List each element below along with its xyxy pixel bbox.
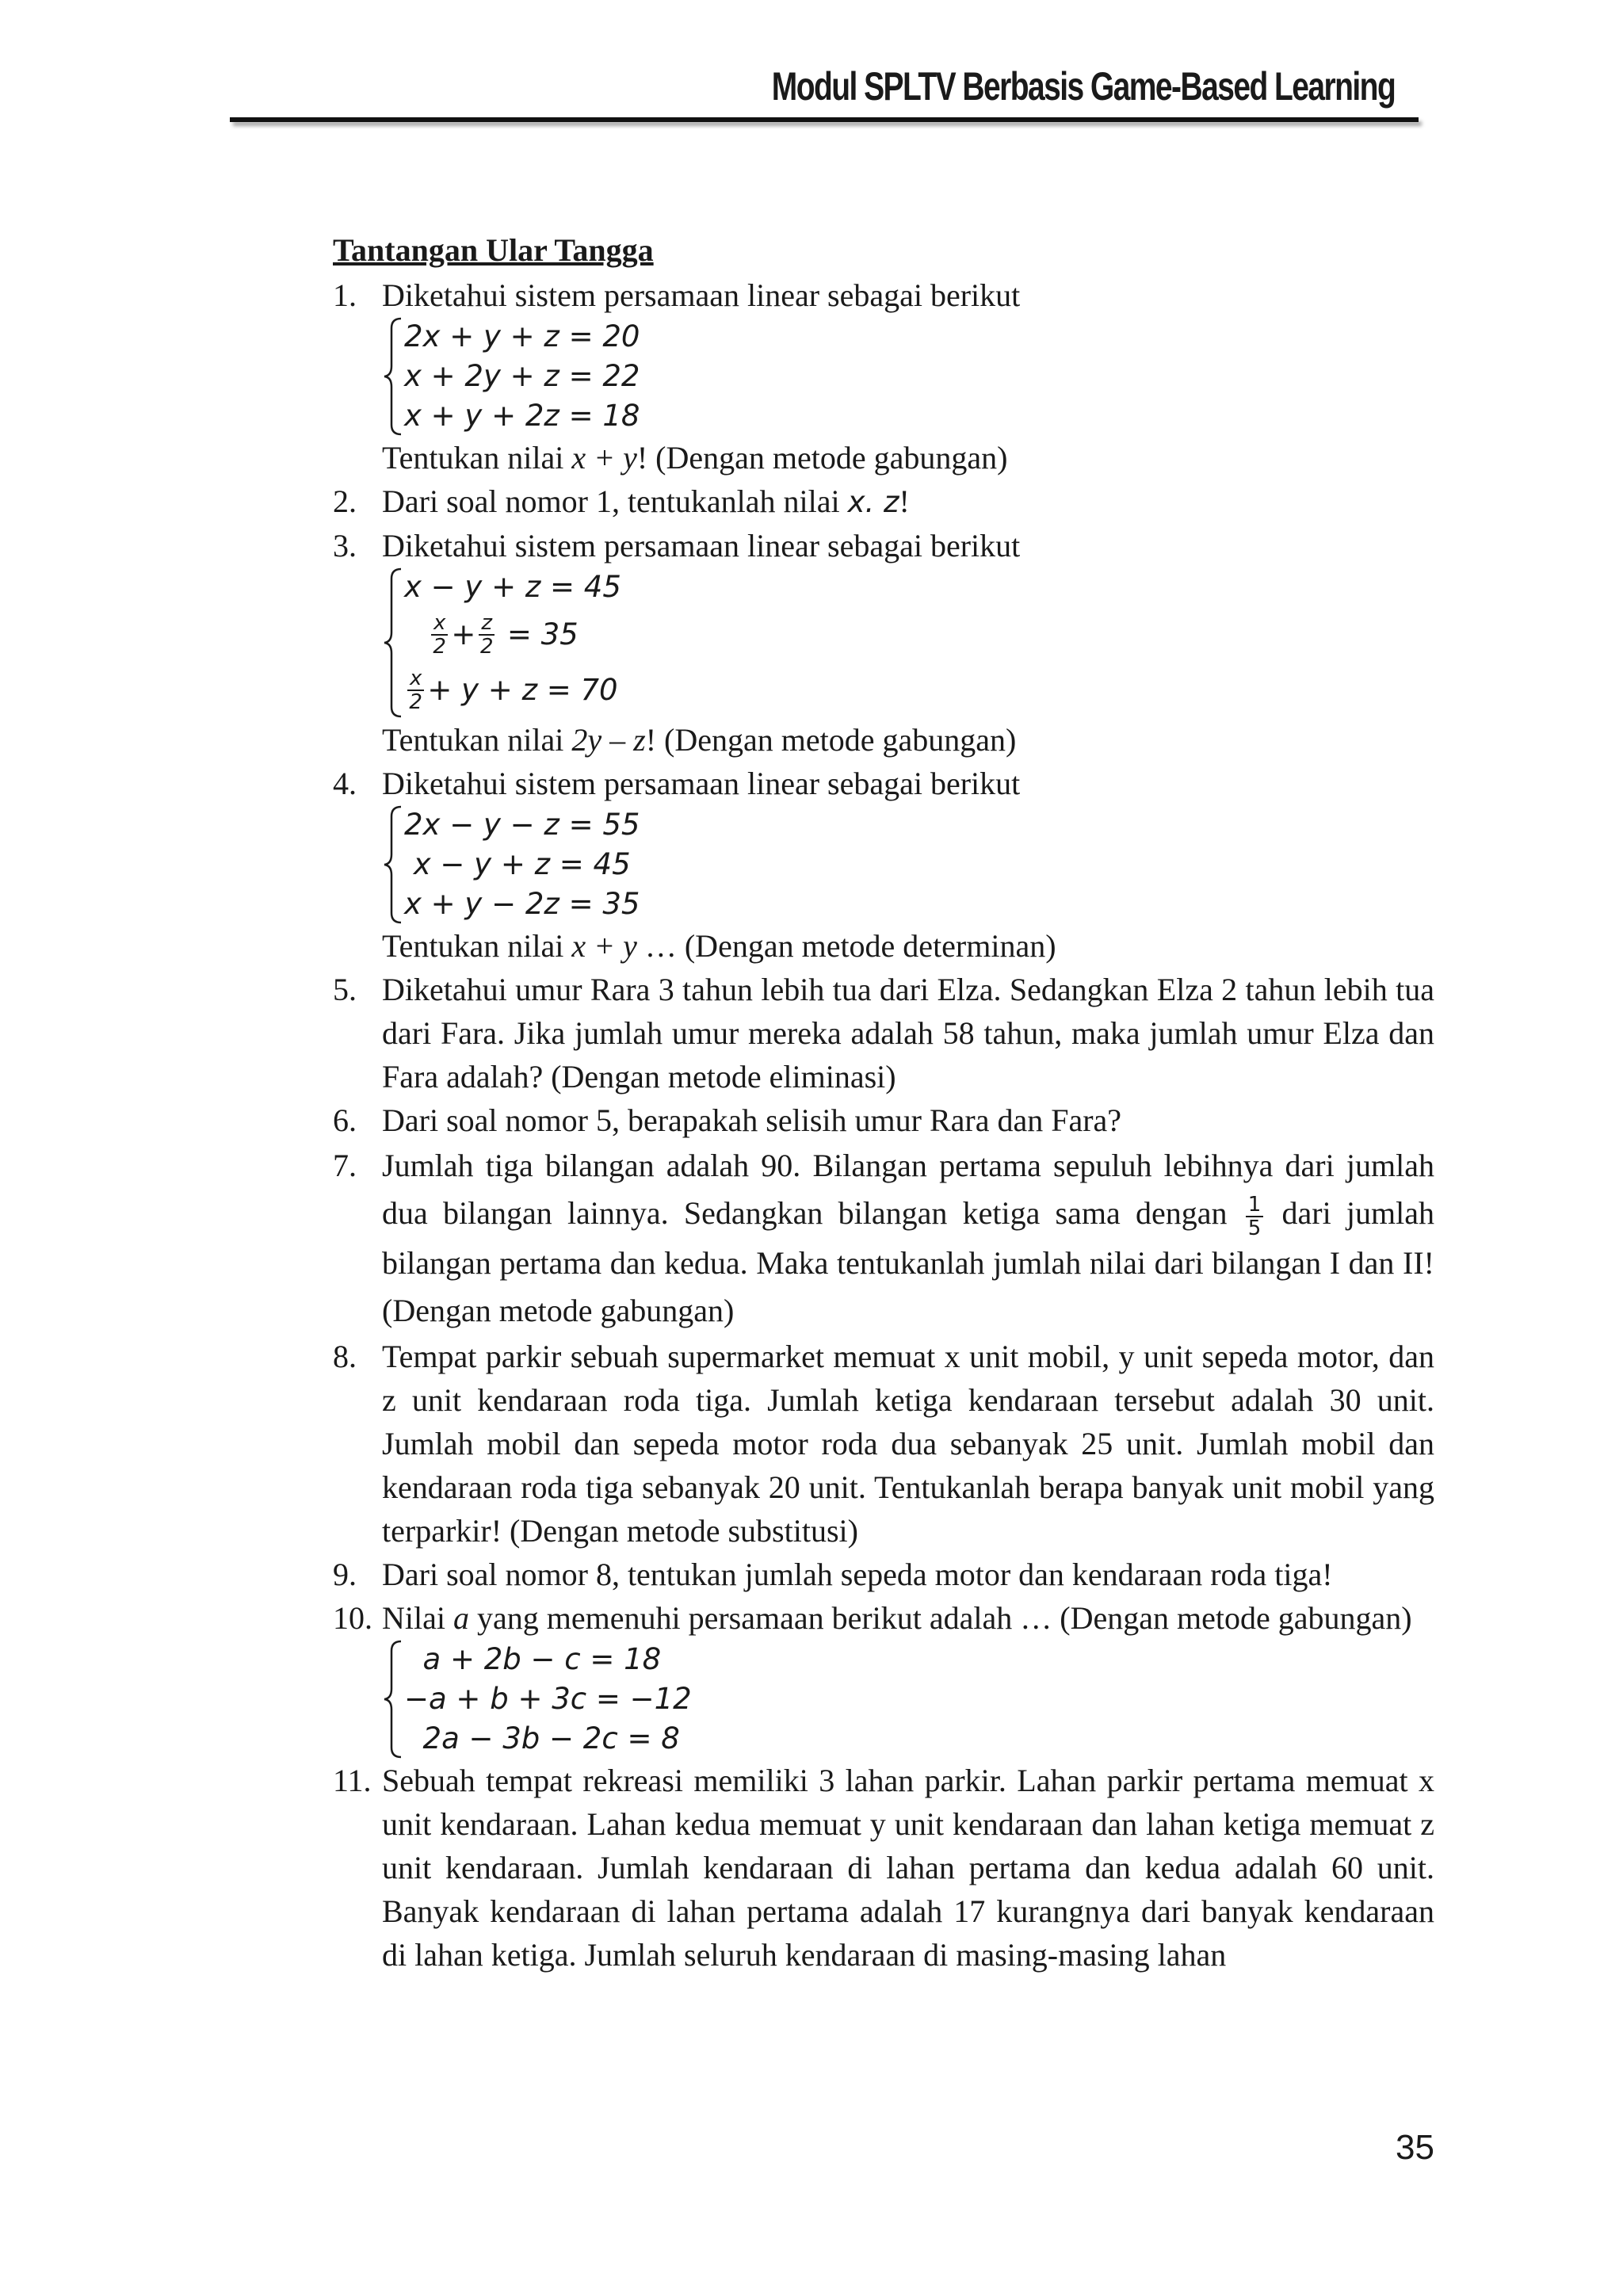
question-ask: Tentukan nilai x + y! (Dengan metode gabungan) xyxy=(382,440,1008,476)
question-intro: Diketahui sistem persamaan linear sebagai berikut xyxy=(382,528,1021,563)
section-heading: Tantangan Ular Tangga xyxy=(333,232,654,268)
question-intro: Diketahui sistem persamaan linear sebagai berikut xyxy=(382,277,1021,313)
equation: x + y + 2z = 18 xyxy=(404,399,640,433)
equation: $\frac{x}{2}$ + y + z = 70 xyxy=(404,663,621,718)
question-4 xyxy=(333,762,1434,968)
page-header xyxy=(230,63,1419,127)
equation: x − y + z = 45 xyxy=(404,570,621,604)
question-number: 4. xyxy=(333,766,357,801)
brace-icon xyxy=(382,567,404,718)
question-number: 2. xyxy=(333,483,357,519)
equation: x + 2y + z = 22 xyxy=(404,359,640,393)
question-intro: Diketahui sistem persamaan linear sebagai berikut xyxy=(382,766,1021,801)
equation: 2x + y + z = 20 xyxy=(404,319,640,353)
question-10: 10. Nilai a yang memenuhi persamaan berikut adalah … (Dengan metode gabungan) a + 2b − c = 18 −a + b + 3c = −12 2a − 3b − 2c = 8 xyxy=(333,1596,1434,1759)
brace-icon xyxy=(382,1640,404,1759)
equation: −a + b + 3c = −12 xyxy=(404,1681,692,1716)
question-number: 5. xyxy=(333,972,357,1007)
question-number: 6. xyxy=(333,1102,357,1138)
question-6: 6. Dari soal nomor 5, berapakah selisih umur Rara dan Fara? xyxy=(333,1098,1434,1142)
question-number: 7. xyxy=(333,1148,357,1183)
equation: a + 2b − c = 18 xyxy=(404,1641,662,1676)
question-11: 11. Sebuah tempat rekreasi memiliki 3 lahan parkir. Lahan parkir pertama memuat x unit kendaraan. Lahan kedua memuat y unit kendaraan dan lahan ketiga memuat z unit kendaraan. Jumlah kendaraan di lahan pertama dan kedua adalah 60 unit. Banyak kendaraan di lahan pertama adalah 17 kurangnya dari banyak kendaraan di lahan ketiga. Jumlah seluruh kendaraan di masing-masing lahan xyxy=(333,1759,1434,1977)
question-2: 2. Dari soal nomor 1, tentukanlah nilai x. z! xyxy=(333,479,1434,524)
question-number: 9. xyxy=(333,1556,357,1592)
page-content xyxy=(333,228,1434,1977)
question-number: 11. xyxy=(333,1762,372,1798)
equation: $\frac{x}{2}$ + $\frac{z}{2}$ = 35 xyxy=(404,607,621,663)
question-ask: Tentukan nilai x + y … (Dengan metode determinan) xyxy=(382,928,1056,964)
question-8: 8. Tempat parkir sebuah supermarket memuat x unit mobil, y unit sepeda motor, dan z unit kendaraan roda tiga. Jumlah ketiga kendaraan tersebut adalah 30 unit. Jumlah mobil dan sepeda motor roda dua sebanyak 25 unit. Jumlah mobil dan kendaraan roda tiga sebanyak 20 unit. Tentukanlah berapa banyak unit mobil yang terparkir! (Dengan metode substitusi) xyxy=(333,1335,1434,1553)
question-1 xyxy=(333,273,1434,479)
equation-system xyxy=(382,567,1434,718)
question-ask: Tentukan nilai 2y – z! (Dengan metode gabungan) xyxy=(382,722,1017,758)
question-9: 9. Dari soal nomor 8, tentukan jumlah sepeda motor dan kendaraan roda tiga! xyxy=(333,1553,1434,1596)
page-number: 35 xyxy=(1396,2128,1434,2167)
question-number: 1. xyxy=(333,277,357,313)
equation-system xyxy=(382,805,1434,924)
brace-icon xyxy=(382,317,404,436)
equation: x + y − 2z = 35 xyxy=(404,887,640,921)
equation: 2x − y − z = 55 xyxy=(404,808,640,842)
brace-icon xyxy=(382,805,404,924)
module-title: Modul SPLTV Berbasis Game-Based Learning xyxy=(771,64,1395,109)
question-7: 7. Jumlah tiga bilangan adalah 90. Bilangan pertama sepuluh lebihnya dari jumlah dua bilangan lainnya. Sedangkan bilangan ketiga sama dengan $\frac{1}{5}$ dari jumlah bilangan pertama dan kedua. Maka tentukanlah jumlah nilai dari bilangan I dan II! (Dengan metode gabungan) xyxy=(333,1142,1434,1335)
equation-system xyxy=(382,1640,1434,1759)
question-number: 10. xyxy=(333,1599,372,1636)
question-3 xyxy=(333,524,1434,762)
equation: x − y + z = 45 xyxy=(404,847,631,881)
fraction: $\frac{1}{5}$ xyxy=(1246,1194,1264,1240)
question-number: 8. xyxy=(333,1338,357,1374)
header-rule xyxy=(230,117,1419,122)
equation-system xyxy=(382,317,1434,436)
question-number: 3. xyxy=(333,528,357,563)
question-5: 5. Diketahui umur Rara 3 tahun lebih tua dari Elza. Sedangkan Elza 2 tahun lebih tua dari Fara. Jika jumlah umur mereka adalah 58 tahun, maka jumlah umur Elza dan Fara adalah? (Dengan metode eliminasi) xyxy=(333,968,1434,1098)
equation: 2a − 3b − 2c = 8 xyxy=(404,1721,680,1755)
